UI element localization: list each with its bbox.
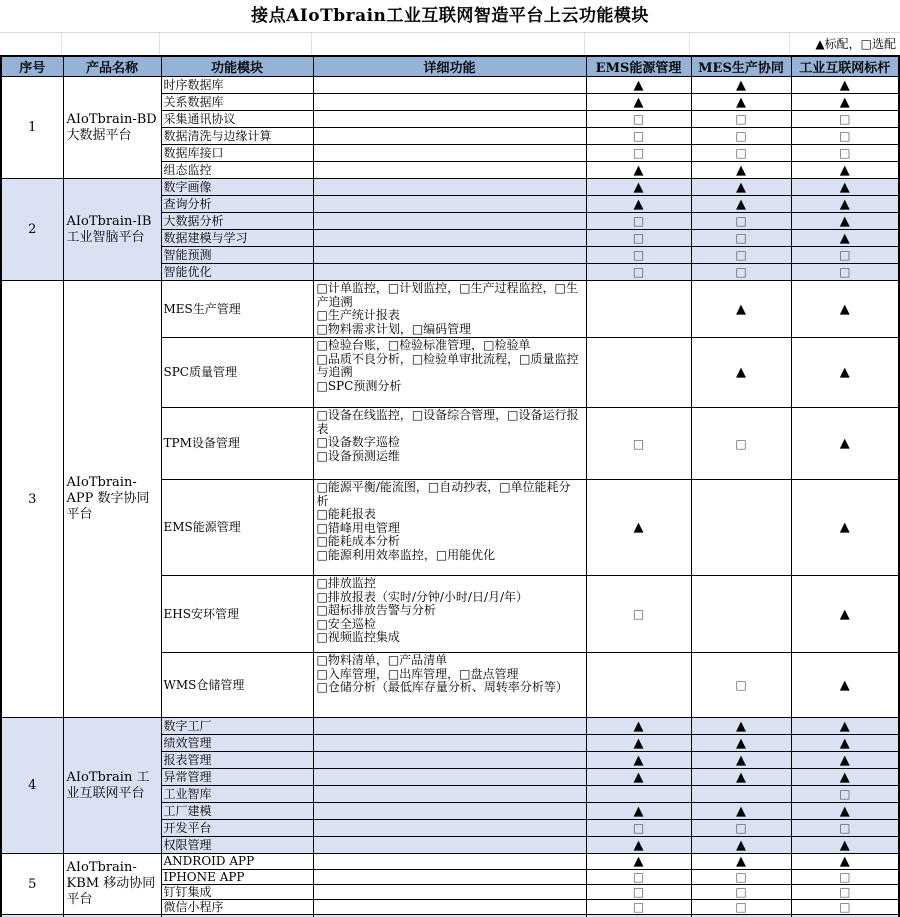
legend-grid-cell (0, 33, 62, 55)
standard-mark-icon: ▲ (633, 196, 644, 212)
mark-mes-cell (691, 111, 791, 128)
standard-mark-icon: ▲ (839, 520, 850, 535)
mark-benchmark-cell (791, 854, 899, 870)
table-body (1, 77, 899, 917)
optional-mark-icon: □ (632, 214, 645, 228)
optional-mark-icon: □ (735, 129, 747, 143)
mark-mes-cell (691, 247, 791, 264)
optional-mark-icon: □ (735, 231, 747, 245)
mark-mes-cell (691, 854, 791, 870)
details-cell (313, 408, 586, 480)
mark-mes-cell (691, 735, 791, 752)
mark-mes-cell (691, 145, 791, 162)
header-serial: 序号 (1, 56, 63, 77)
mark-mes-cell (691, 803, 791, 820)
mark-mes-cell (691, 128, 791, 145)
mark-ems-cell (586, 281, 691, 338)
module-cell: 工业智库 (161, 786, 313, 803)
details-cell (313, 837, 586, 854)
standard-mark-icon: ▲ (839, 752, 850, 768)
legend-grid-cell (62, 33, 160, 55)
standard-mark-icon: ▲ (633, 769, 644, 785)
details-cell (313, 769, 586, 786)
optional-mark-icon: □ (632, 112, 645, 126)
standard-mark-icon: ▲ (839, 213, 850, 229)
optional-mark-icon: □ (839, 248, 851, 262)
mark-mes-cell (691, 769, 791, 786)
mark-ems-cell (586, 213, 691, 230)
mark-benchmark-cell (791, 94, 899, 111)
standard-mark-icon: ▲ (633, 803, 644, 819)
mark-benchmark-cell (791, 128, 899, 145)
header-ems-energy: EMS能源管理 (586, 56, 691, 77)
header-detailed-function: 详细功能 (313, 56, 586, 77)
standard-mark-icon: ▲ (633, 179, 644, 195)
mark-benchmark-cell (791, 900, 899, 915)
mark-mes-cell (691, 576, 791, 653)
optional-mark-icon: □ (735, 214, 747, 228)
mark-mes-cell (691, 820, 791, 837)
standard-mark-icon: ▲ (839, 854, 850, 869)
optional-mark-icon: □ (632, 821, 645, 835)
mark-ems-cell (586, 870, 691, 885)
module-cell: 数据建模与学习 (161, 230, 313, 247)
header-function-module: 功能模块 (161, 56, 313, 77)
module-cell: 智能预测 (161, 247, 313, 264)
details-cell (313, 653, 586, 718)
detail-line: □入库管理，□出库管理，□盘点管理 (316, 666, 519, 681)
optional-mark-icon: □ (839, 129, 851, 143)
table-row (1, 77, 899, 94)
module-cell: 异常管理 (161, 769, 313, 786)
product-name-cell: AIoTbrain-IB 工业智脑平台 (63, 179, 161, 281)
optional-mark-icon: □ (839, 146, 851, 160)
mark-benchmark-cell (791, 837, 899, 854)
mark-benchmark-cell (791, 653, 899, 718)
optional-mark-icon: □ (839, 112, 851, 126)
page-title: 接点AIoTbrain工业互联网智造平台上云功能模块 (0, 0, 900, 33)
mark-benchmark-cell (791, 230, 899, 247)
detail-line: □视频监控集成 (316, 630, 400, 644)
standard-mark-icon: ▲ (736, 837, 746, 853)
standard-mark-icon: ▲ (633, 520, 644, 535)
optional-mark-icon: □ (632, 885, 645, 899)
mark-mes-cell (691, 94, 791, 111)
standard-mark-icon: ▲ (839, 735, 850, 751)
mark-ems-cell (586, 145, 691, 162)
standard-mark-icon: ▲ (633, 77, 644, 93)
mark-benchmark-cell (791, 735, 899, 752)
mark-mes-cell (691, 653, 791, 718)
optional-mark-icon: □ (735, 112, 747, 126)
details-cell (313, 480, 586, 576)
optional-mark-icon: □ (632, 231, 645, 245)
standard-mark-icon: ▲ (736, 735, 746, 751)
table-row (1, 281, 899, 338)
mark-ems-cell (586, 247, 691, 264)
product-name-cell: AIoTbrain-KBM 移动协同平台 (63, 854, 161, 915)
details-cell (313, 718, 586, 735)
standard-mark-icon: ▲ (839, 230, 850, 246)
standard-mark-icon: ▲ (633, 854, 644, 869)
standard-mark-icon: ▲ (839, 837, 850, 853)
details-cell (313, 735, 586, 752)
mark-ems-cell (586, 769, 691, 786)
mark-benchmark-cell (791, 145, 899, 162)
mark-benchmark-cell (791, 111, 899, 128)
serial-cell: 1 (1, 77, 63, 179)
mark-benchmark-cell (791, 820, 899, 837)
mark-ems-cell (586, 94, 691, 111)
optional-mark-icon: □ (839, 265, 851, 279)
mark-benchmark-cell (791, 803, 899, 820)
details-cell (313, 820, 586, 837)
mark-mes-cell (691, 718, 791, 735)
standard-mark-icon: ▲ (839, 162, 850, 178)
detail-line: □SPC预测分析 (316, 378, 402, 393)
optional-mark-icon: □ (632, 870, 645, 884)
standard-mark-icon: ▲ (633, 752, 644, 768)
header-industrial-internet-benchmark: 工业互联网标杆 (791, 56, 899, 77)
standard-mark-icon: ▲ (839, 196, 850, 212)
mark-benchmark-cell (791, 162, 899, 179)
details-cell (313, 128, 586, 145)
standard-mark-icon: ▲ (633, 162, 644, 178)
details-cell (313, 145, 586, 162)
module-cell: 开发平台 (161, 820, 313, 837)
mark-mes-cell (691, 885, 791, 900)
mark-benchmark-cell (791, 408, 899, 480)
standard-mark-icon: ▲ (633, 735, 644, 751)
standard-mark-icon: ▲ (736, 365, 746, 380)
details-cell (313, 803, 586, 820)
details-cell (313, 281, 586, 338)
mark-mes-cell (691, 900, 791, 915)
detail-line: □能源平衡/能流图，□自动抄表，□单位能耗分析 (316, 480, 571, 508)
header-product-name: 产品名称 (63, 56, 161, 77)
mark-benchmark-cell (791, 281, 899, 338)
module-cell: MES生产管理 (161, 281, 313, 338)
module-cell: WMS仓储管理 (161, 653, 313, 718)
mark-benchmark-cell (791, 885, 899, 900)
standard-mark-icon: ▲ (736, 94, 746, 110)
detail-line: □能耗报表 (316, 507, 376, 521)
standard-mark-icon: ▲ (633, 837, 644, 853)
standard-mark-icon: ▲ (633, 718, 644, 734)
optional-mark-icon: □ (839, 787, 851, 801)
details-cell (313, 111, 586, 128)
optional-mark-icon: □ (632, 607, 645, 621)
standard-mark-icon: ▲ (736, 803, 746, 819)
mark-ems-cell (586, 900, 691, 915)
module-cell: 绩效管理 (161, 735, 313, 752)
mark-mes-cell (691, 837, 791, 854)
standard-mark-icon: ▲ (736, 718, 746, 734)
standard-mark-icon: ▲ (839, 77, 850, 93)
mark-ems-cell (586, 820, 691, 837)
mark-ems-cell (586, 854, 691, 870)
mark-mes-cell (691, 196, 791, 213)
detail-line: □仓储分析（最低库存量分析、周转率分析等） (316, 680, 568, 694)
mark-mes-cell (691, 281, 791, 338)
module-cell: 智能优化 (161, 264, 313, 281)
details-cell (313, 94, 586, 111)
details-cell (313, 576, 586, 653)
standard-mark-icon: ▲ (839, 677, 850, 693)
optional-mark-icon: □ (839, 900, 851, 914)
module-cell: 数据库接口 (161, 145, 313, 162)
mark-benchmark-cell (791, 480, 899, 576)
optional-mark-icon: □ (735, 248, 747, 262)
table-row (1, 718, 899, 735)
optional-mark-icon: □ (632, 900, 645, 914)
module-cell: 关系数据库 (161, 94, 313, 111)
details-cell (313, 885, 586, 900)
detail-line: □设备数字巡检 (316, 435, 400, 449)
optional-mark-icon: □ (735, 821, 747, 835)
standard-mark-icon: ▲ (736, 162, 746, 178)
standard-mark-icon: ▲ (633, 94, 644, 110)
standard-mark-icon: ▲ (839, 803, 850, 819)
standard-mark-icon: ▲ (736, 769, 746, 785)
detail-line: □排放监控 (316, 576, 376, 590)
module-cell: 组态监控 (161, 162, 313, 179)
standard-mark-icon: ▲ (839, 301, 850, 317)
mark-benchmark-cell (791, 718, 899, 735)
legend-grid-cell (585, 33, 690, 55)
mark-ems-cell (586, 885, 691, 900)
module-cell: 采集通讯协议 (161, 111, 313, 128)
details-cell (313, 230, 586, 247)
standard-mark-icon: ▲ (736, 752, 746, 768)
optional-mark-icon: □ (839, 885, 851, 899)
optional-mark-icon: □ (735, 146, 747, 160)
mark-ems-cell (586, 196, 691, 213)
module-cell: SPC质量管理 (161, 338, 313, 408)
mark-mes-cell (691, 480, 791, 576)
detail-line: □生产统计报表 (316, 308, 400, 322)
optional-mark-icon: □ (839, 821, 851, 835)
optional-mark-icon: □ (735, 900, 747, 914)
optional-mark-icon: □ (632, 265, 645, 279)
details-cell (313, 179, 586, 196)
mark-mes-cell (691, 77, 791, 94)
standard-mark-icon: ▲ (839, 769, 850, 785)
detail-line: □错峰用电管理 (316, 520, 400, 535)
module-cell: 数字工厂 (161, 718, 313, 735)
detail-line: □设备预测运维 (316, 448, 400, 463)
module-cell: 微信小程序 (161, 900, 313, 915)
details-cell (313, 77, 586, 94)
module-cell: 权限管理 (161, 837, 313, 854)
mark-benchmark-cell (791, 786, 899, 803)
mark-ems-cell (586, 162, 691, 179)
detail-line: □品质不良分析，□检验单审批流程，□质量监控与追溯 (316, 351, 579, 379)
mark-benchmark-cell (791, 338, 899, 408)
mark-ems-cell (586, 408, 691, 480)
mark-ems-cell (586, 128, 691, 145)
mark-benchmark-cell (791, 870, 899, 885)
table-row (1, 179, 899, 196)
mark-ems-cell (586, 803, 691, 820)
product-name-cell: AIoTbrain 工业互联网平台 (63, 718, 161, 854)
details-cell (313, 264, 586, 281)
standard-mark-icon: ▲ (736, 77, 746, 93)
mark-ems-cell (586, 264, 691, 281)
legend-grid-cell (312, 33, 585, 55)
mark-ems-cell (586, 786, 691, 803)
mark-ems-cell (586, 735, 691, 752)
optional-mark-icon: □ (632, 129, 645, 143)
mark-benchmark-cell (791, 769, 899, 786)
detail-line: □排放报表（实时/分钟/小时/日/月/年） (316, 589, 529, 604)
module-cell: TPM设备管理 (161, 408, 313, 480)
optional-mark-icon: □ (735, 265, 747, 279)
mark-mes-cell (691, 870, 791, 885)
mark-mes-cell (691, 179, 791, 196)
mark-ems-cell (586, 338, 691, 408)
serial-cell: 2 (1, 179, 63, 281)
mark-mes-cell (691, 264, 791, 281)
mark-mes-cell (691, 162, 791, 179)
legend-row (0, 33, 900, 55)
mark-ems-cell (586, 480, 691, 576)
detail-line: □设备在线监控，□设备综合管理，□设备运行报表 (316, 408, 579, 436)
module-cell: 大数据分析 (161, 213, 313, 230)
mark-benchmark-cell (791, 247, 899, 264)
standard-mark-icon: ▲ (736, 179, 746, 195)
mark-ems-cell (586, 837, 691, 854)
optional-mark-icon: □ (735, 885, 747, 899)
module-cell: 数字画像 (161, 179, 313, 196)
product-name-cell: AIoTbrain-BD 大数据平台 (63, 77, 161, 179)
optional-mark-icon: □ (839, 870, 851, 884)
mark-ems-cell (586, 179, 691, 196)
detail-line: □检验台账，□检验标准管理，□检验单 (316, 338, 531, 352)
standard-mark-icon: ▲ (736, 196, 746, 212)
mark-mes-cell (691, 408, 791, 480)
module-cell: IPHONE APP (161, 870, 313, 885)
mark-ems-cell (586, 77, 691, 94)
mark-ems-cell (586, 653, 691, 718)
mark-benchmark-cell (791, 752, 899, 769)
module-cell: EMS能源管理 (161, 480, 313, 576)
details-cell (313, 900, 586, 915)
details-cell (313, 196, 586, 213)
serial-cell: 3 (1, 281, 63, 718)
optional-mark-icon: □ (735, 436, 747, 451)
mark-mes-cell (691, 786, 791, 803)
header-row (1, 56, 899, 77)
mark-benchmark-cell (791, 213, 899, 230)
serial-cell: 4 (1, 718, 63, 854)
function-module-table (0, 55, 900, 917)
module-cell: EHS安环管理 (161, 576, 313, 653)
standard-mark-icon: ▲ (839, 436, 850, 451)
optional-mark-icon: □ (632, 436, 645, 451)
standard-mark-icon: ▲ (839, 606, 850, 622)
standard-mark-icon: ▲ (736, 301, 746, 317)
detail-line: □安全巡检 (316, 616, 376, 631)
mark-mes-cell (691, 230, 791, 247)
detail-line: □物料需求计划，□编码管理 (316, 321, 472, 336)
mark-ems-cell (586, 576, 691, 653)
mark-benchmark-cell (791, 179, 899, 196)
details-cell (313, 786, 586, 803)
mark-mes-cell (691, 213, 791, 230)
module-cell: 查询分析 (161, 196, 313, 213)
optional-mark-icon: □ (632, 248, 645, 262)
product-name-cell: AIoTbrain-APP 数字协同平台 (63, 281, 161, 718)
mark-benchmark-cell (791, 576, 899, 653)
detail-line: □能耗成本分析 (316, 534, 400, 548)
header-mes-production: MES生产协同 (691, 56, 791, 77)
details-cell (313, 247, 586, 264)
mark-ems-cell (586, 111, 691, 128)
mark-ems-cell (586, 718, 691, 735)
optional-mark-icon: □ (735, 678, 747, 692)
detail-line: □超标排放告警与分析 (316, 603, 436, 617)
mark-mes-cell (691, 338, 791, 408)
standard-mark-icon: ▲ (839, 94, 850, 110)
details-cell (313, 338, 586, 408)
details-cell (313, 162, 586, 179)
detail-line: □能源利用效率监控，□用能优化 (316, 547, 496, 562)
optional-mark-icon: □ (735, 870, 747, 884)
module-cell: 数据清洗与边缘计算 (161, 128, 313, 145)
detail-line: □物料清单，□产品清单 (316, 653, 448, 667)
legend-grid-cell (160, 33, 312, 55)
detail-line: □计单监控，□计划监控，□生产过程监控，□生产追溯 (316, 281, 578, 309)
serial-cell: 5 (1, 854, 63, 915)
module-cell: ANDROID APP (161, 854, 313, 870)
module-cell: 工厂建模 (161, 803, 313, 820)
standard-mark-icon: ▲ (839, 718, 850, 734)
mark-ems-cell (586, 752, 691, 769)
legend-text: ▲标配，□选配 (815, 37, 896, 51)
mark-benchmark-cell (791, 264, 899, 281)
mark-mes-cell (691, 752, 791, 769)
mark-benchmark-cell (791, 77, 899, 94)
standard-mark-icon: ▲ (839, 365, 850, 380)
module-cell: 时序数据库 (161, 77, 313, 94)
optional-mark-icon: □ (632, 146, 645, 160)
module-cell: 报表管理 (161, 752, 313, 769)
mark-ems-cell (586, 230, 691, 247)
mark-benchmark-cell (791, 196, 899, 213)
details-cell (313, 870, 586, 885)
module-cell: 钉钉集成 (161, 885, 313, 900)
details-cell (313, 854, 586, 870)
legend-grid-cell (690, 33, 790, 55)
standard-mark-icon: ▲ (736, 854, 746, 869)
table-row (1, 854, 899, 870)
standard-mark-icon: ▲ (839, 179, 850, 195)
details-cell (313, 752, 586, 769)
details-cell (313, 213, 586, 230)
